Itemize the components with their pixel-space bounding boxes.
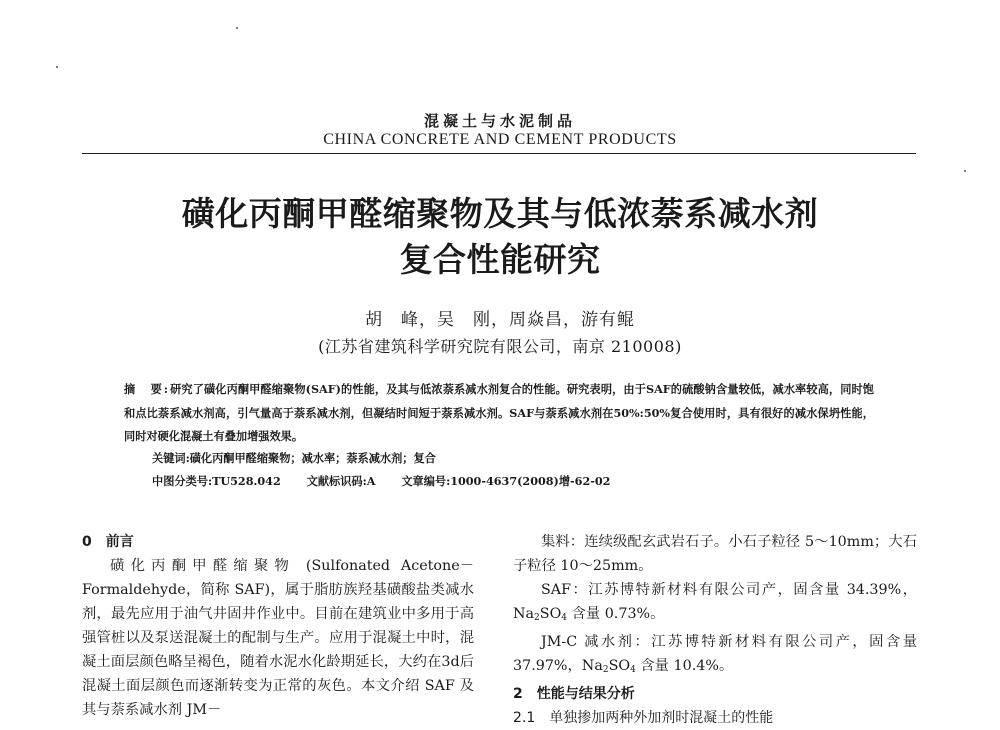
header-rule	[82, 153, 916, 154]
jmc-text-b: SO	[608, 658, 631, 674]
section-heading-2-1: 2.1 单独掺加两种外加剂时混凝土的性能	[513, 710, 774, 726]
abstract	[124, 378, 874, 449]
jmc-text-c: 含量 10.4%。	[635, 658, 734, 674]
scan-speck	[56, 66, 58, 68]
aggregate-paragraph: 集料：连续级配玄武岩石子。小石子粒径 5～10mm；大石子粒径 10～25mm。	[513, 534, 917, 574]
scan-speck	[964, 170, 966, 172]
article-authors: 胡 峰，吴 刚，周焱昌，游有鲲	[365, 310, 635, 330]
keywords-line	[152, 450, 436, 466]
keywords-text: 磺化丙酮甲醛缩聚物；减水率；萘系减水剂；复合	[189, 451, 436, 465]
article-title-line1: 磺化丙酮甲醛缩聚物及其与低浓萘系减水剂	[181, 194, 819, 233]
jmc-text-a: JM-C 减水剂：江苏博特新材料有限公司产，固含量 37.97%，Na	[513, 634, 917, 674]
saf-subscript-1: 2	[534, 613, 540, 623]
body-left-column	[82, 530, 474, 722]
scan-speck	[236, 27, 238, 29]
classification-line	[152, 473, 632, 489]
jmc-subscript-2: 4	[630, 665, 636, 675]
document-code: 文献标识码:A	[306, 474, 376, 488]
saf-paragraph	[513, 578, 917, 630]
saf-text-b: SO	[539, 606, 562, 622]
section-heading-intro: 0 前言	[82, 534, 134, 550]
article-number: 文章编号:1000-4637(2008)增-62-02	[401, 474, 611, 488]
abstract-text: 研究了磺化丙酮甲醛缩聚物(SAF)的性能，及其与低浓萘系减水剂复合的性能。研究表明，由于SAF的硫酸钠含量较低，减水率较高，同时饱和点比萘系减水剂高，引气量高于萘系减水剂，但凝结时间短于萘系减水剂。SAF与萘系减水剂在50%:50%复合使用时，具有很好的减水保坍性能，同时对硬化混凝土有叠加增强效果。	[124, 382, 874, 443]
section-heading-2: 2 性能与结果分析	[513, 686, 635, 702]
body-right-column	[513, 530, 917, 730]
journal-name-en: CHINA CONCRETE AND CEMENT PRODUCTS	[323, 131, 677, 148]
clc-number: 中图分类号:TU528.042	[152, 474, 281, 488]
jmc-paragraph	[513, 630, 917, 682]
intro-paragraph: 磺化丙酮甲醛缩聚物 (Sulfonated Acetone－Formaldehyde，简称 SAF)，属于脂肪族羟基磺酸盐类减水剂，最先应用于油气井固井作业中。目前在建筑业中多用于高强管桩以及泵送混凝土的配制与生产。应用于混凝土中时，混凝土面层颜色略呈褐色，随着水泥水化龄期延长，大约在3d后混凝土面层颜色而逐渐转变为正常的灰色。本文介绍 SAF 及其与萘系减水剂 JM－	[82, 558, 474, 718]
saf-subscript-2: 4	[561, 613, 568, 623]
saf-text-a: SAF：江苏博特新材料有限公司产，固含量 34.39%，Na	[513, 582, 917, 622]
journal-name-cn: 混凝土与水泥制品	[423, 112, 576, 130]
jmc-subscript-1: 2	[602, 665, 609, 675]
abstract-label: 摘 要:	[124, 382, 171, 396]
keywords-label: 关键词:	[152, 451, 190, 465]
article-title-line2: 复合性能研究	[399, 240, 601, 279]
saf-text-c: 含量 0.73%。	[567, 606, 665, 622]
article-affiliation: (江苏省建筑科学研究院有限公司，南京 210008)	[318, 337, 682, 356]
